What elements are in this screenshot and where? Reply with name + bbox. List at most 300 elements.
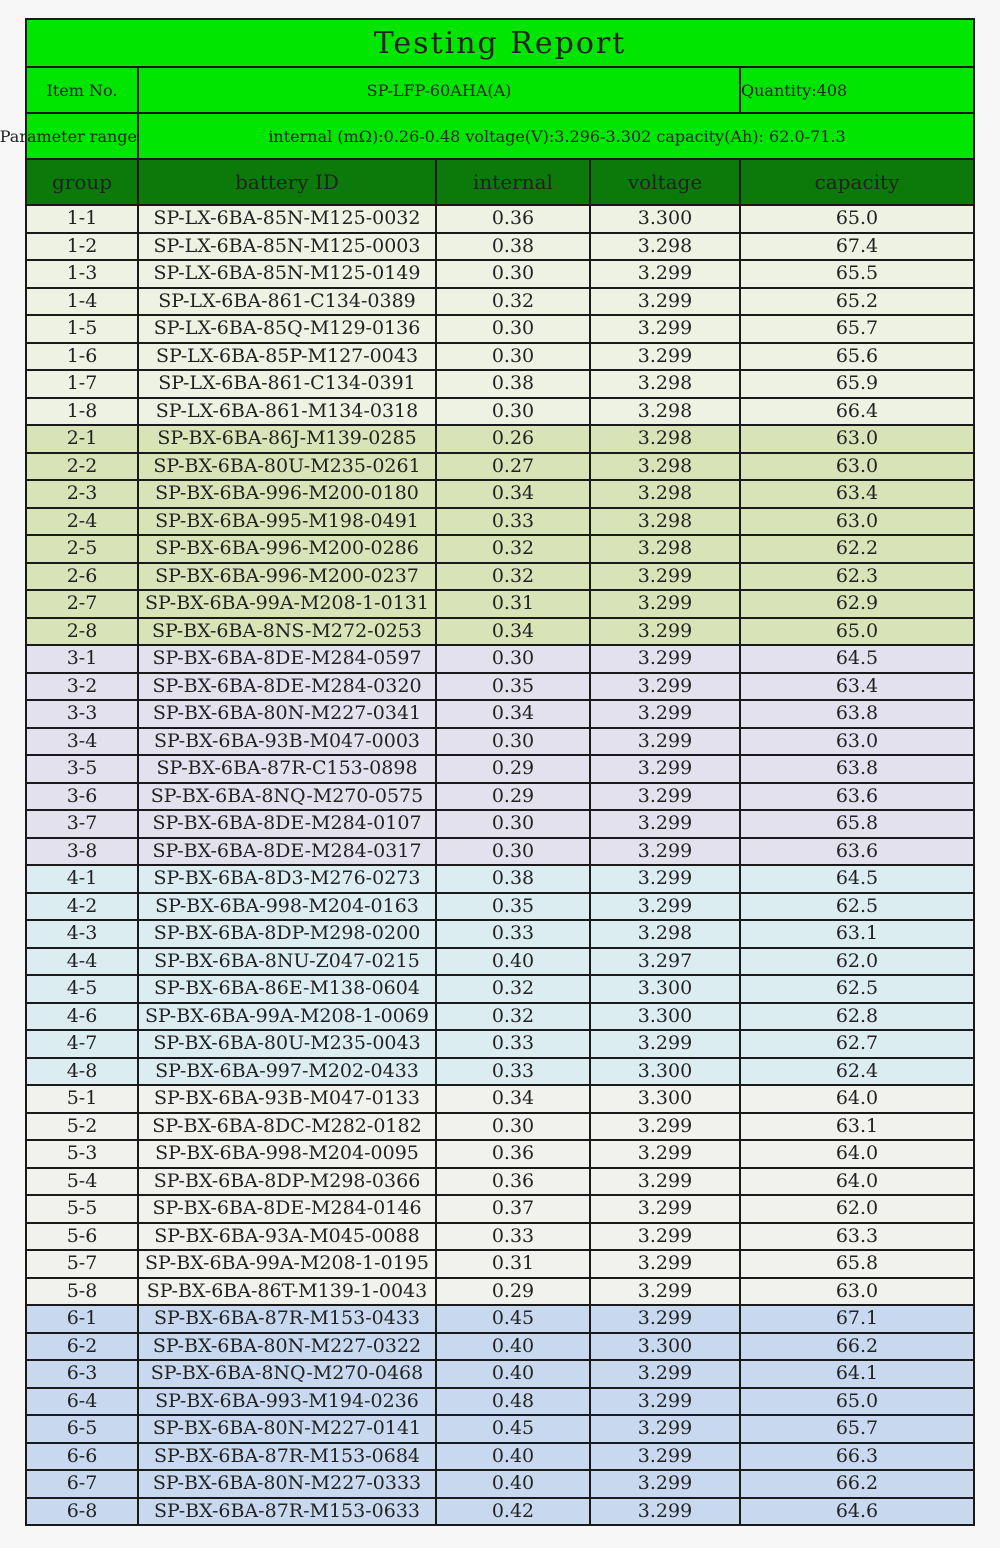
internal-cell: 0.42 bbox=[436, 1498, 590, 1526]
battery-id-cell: SP-BX-6BA-8D3-M276-0273 bbox=[138, 865, 436, 893]
internal-cell: 0.31 bbox=[436, 590, 590, 618]
group-cell: 4-6 bbox=[26, 1003, 138, 1031]
table-row bbox=[26, 315, 974, 343]
group-cell: 5-2 bbox=[26, 1113, 138, 1141]
voltage-cell: 3.299 bbox=[590, 755, 740, 783]
internal-cell: 0.36 bbox=[436, 1168, 590, 1196]
internal-cell: 0.33 bbox=[436, 1030, 590, 1058]
battery-id-cell: SP-LX-6BA-861-M134-0318 bbox=[138, 398, 436, 426]
battery-id-cell: SP-LX-6BA-861-C134-0391 bbox=[138, 370, 436, 398]
table-row bbox=[26, 783, 974, 811]
battery-id-cell: SP-LX-6BA-85N-M125-0149 bbox=[138, 260, 436, 288]
group-cell: 3-1 bbox=[26, 645, 138, 673]
capacity-cell: 62.2 bbox=[740, 535, 974, 563]
capacity-cell: 62.4 bbox=[740, 1058, 974, 1086]
group-cell: 6-2 bbox=[26, 1333, 138, 1361]
capacity-cell: 63.4 bbox=[740, 480, 974, 508]
group-cell: 4-3 bbox=[26, 920, 138, 948]
battery-id-cell: SP-BX-6BA-87R-M153-0633 bbox=[138, 1498, 436, 1526]
internal-cell: 0.40 bbox=[436, 1470, 590, 1498]
capacity-cell: 63.6 bbox=[740, 838, 974, 866]
internal-cell: 0.32 bbox=[436, 1003, 590, 1031]
group-cell: 1-6 bbox=[26, 343, 138, 371]
group-cell: 6-3 bbox=[26, 1360, 138, 1388]
table-row bbox=[26, 370, 974, 398]
voltage-cell: 3.299 bbox=[590, 1250, 740, 1278]
internal-cell: 0.33 bbox=[436, 1058, 590, 1086]
voltage-cell: 3.298 bbox=[590, 453, 740, 481]
battery-id-cell: SP-BX-6BA-99A-M208-1-0131 bbox=[138, 590, 436, 618]
battery-id-cell: SP-BX-6BA-8NU-Z047-0215 bbox=[138, 948, 436, 976]
table-row bbox=[26, 563, 974, 591]
voltage-cell: 3.300 bbox=[590, 1003, 740, 1031]
group-cell: 6-4 bbox=[26, 1388, 138, 1416]
internal-cell: 0.45 bbox=[436, 1415, 590, 1443]
table-row bbox=[26, 673, 974, 701]
group-cell: 5-4 bbox=[26, 1168, 138, 1196]
voltage-cell: 3.298 bbox=[590, 480, 740, 508]
battery-id-cell: SP-BX-6BA-8DE-M284-0597 bbox=[138, 645, 436, 673]
table-row bbox=[26, 425, 974, 453]
battery-id-cell: SP-LX-6BA-861-C134-0389 bbox=[138, 288, 436, 316]
group-cell: 2-7 bbox=[26, 590, 138, 618]
group-cell: 6-8 bbox=[26, 1498, 138, 1526]
internal-cell: 0.33 bbox=[436, 508, 590, 536]
capacity-cell: 65.8 bbox=[740, 1250, 974, 1278]
capacity-cell: 64.6 bbox=[740, 1498, 974, 1526]
internal-cell: 0.30 bbox=[436, 810, 590, 838]
battery-id-cell: SP-BX-6BA-996-M200-0180 bbox=[138, 480, 436, 508]
report-title: Testing Report bbox=[26, 19, 974, 67]
internal-cell: 0.32 bbox=[436, 563, 590, 591]
internal-cell: 0.30 bbox=[436, 728, 590, 756]
capacity-cell: 62.5 bbox=[740, 893, 974, 921]
voltage-cell: 3.299 bbox=[590, 563, 740, 591]
group-cell: 4-1 bbox=[26, 865, 138, 893]
group-cell: 6-6 bbox=[26, 1443, 138, 1471]
battery-id-cell: SP-LX-6BA-85N-M125-0003 bbox=[138, 233, 436, 261]
battery-id-cell: SP-BX-6BA-80N-M227-0341 bbox=[138, 700, 436, 728]
capacity-cell: 63.0 bbox=[740, 453, 974, 481]
header-capacity: capacity bbox=[740, 159, 974, 205]
table-row bbox=[26, 233, 974, 261]
group-cell: 2-6 bbox=[26, 563, 138, 591]
voltage-cell: 3.299 bbox=[590, 260, 740, 288]
voltage-cell: 3.299 bbox=[590, 1305, 740, 1333]
table-row bbox=[26, 645, 974, 673]
capacity-cell: 62.7 bbox=[740, 1030, 974, 1058]
parameter-value: internal (mΩ):0.26-0.48 voltage(V):3.296-3.302 capacity(Ah): 62.0-71.3 bbox=[138, 113, 974, 159]
group-cell: 3-6 bbox=[26, 783, 138, 811]
battery-id-cell: SP-BX-6BA-86T-M139-1-0043 bbox=[138, 1278, 436, 1306]
table-row bbox=[26, 453, 974, 481]
table-row bbox=[26, 1250, 974, 1278]
battery-id-cell: SP-BX-6BA-80N-M227-0322 bbox=[138, 1333, 436, 1361]
internal-cell: 0.36 bbox=[436, 1140, 590, 1168]
battery-id-cell: SP-LX-6BA-85Q-M129-0136 bbox=[138, 315, 436, 343]
table-row bbox=[26, 343, 974, 371]
voltage-cell: 3.299 bbox=[590, 1223, 740, 1251]
internal-cell: 0.40 bbox=[436, 1360, 590, 1388]
internal-cell: 0.40 bbox=[436, 948, 590, 976]
capacity-cell: 63.3 bbox=[740, 1223, 974, 1251]
voltage-cell: 3.299 bbox=[590, 590, 740, 618]
voltage-cell: 3.299 bbox=[590, 1388, 740, 1416]
voltage-cell: 3.299 bbox=[590, 1443, 740, 1471]
battery-id-cell: SP-BX-6BA-8DE-M284-0107 bbox=[138, 810, 436, 838]
table-row bbox=[26, 810, 974, 838]
voltage-cell: 3.300 bbox=[590, 975, 740, 1003]
battery-id-cell: SP-BX-6BA-86E-M138-0604 bbox=[138, 975, 436, 1003]
internal-cell: 0.34 bbox=[436, 480, 590, 508]
table-row bbox=[26, 618, 974, 646]
battery-id-cell: SP-BX-6BA-8DE-M284-0146 bbox=[138, 1195, 436, 1223]
battery-id-cell: SP-BX-6BA-8NQ-M270-0575 bbox=[138, 783, 436, 811]
battery-id-cell: SP-BX-6BA-87R-M153-0684 bbox=[138, 1443, 436, 1471]
group-cell: 4-5 bbox=[26, 975, 138, 1003]
voltage-cell: 3.298 bbox=[590, 508, 740, 536]
header-group: group bbox=[26, 159, 138, 205]
voltage-cell: 3.300 bbox=[590, 205, 740, 233]
internal-cell: 0.32 bbox=[436, 288, 590, 316]
voltage-cell: 3.298 bbox=[590, 920, 740, 948]
capacity-cell: 63.1 bbox=[740, 920, 974, 948]
group-cell: 4-2 bbox=[26, 893, 138, 921]
battery-id-cell: SP-LX-6BA-85N-M125-0032 bbox=[138, 205, 436, 233]
internal-cell: 0.34 bbox=[436, 618, 590, 646]
voltage-cell: 3.299 bbox=[590, 1360, 740, 1388]
group-cell: 3-3 bbox=[26, 700, 138, 728]
voltage-cell: 3.299 bbox=[590, 315, 740, 343]
capacity-cell: 63.8 bbox=[740, 755, 974, 783]
table-row bbox=[26, 398, 974, 426]
internal-cell: 0.30 bbox=[436, 315, 590, 343]
internal-cell: 0.36 bbox=[436, 205, 590, 233]
internal-cell: 0.37 bbox=[436, 1195, 590, 1223]
battery-id-cell: SP-BX-6BA-8DE-M284-0317 bbox=[138, 838, 436, 866]
group-cell: 2-2 bbox=[26, 453, 138, 481]
table-row bbox=[26, 288, 974, 316]
group-cell: 2-1 bbox=[26, 425, 138, 453]
table-row bbox=[26, 920, 974, 948]
internal-cell: 0.38 bbox=[436, 370, 590, 398]
table-row bbox=[26, 1085, 974, 1113]
group-cell: 5-7 bbox=[26, 1250, 138, 1278]
group-cell: 1-1 bbox=[26, 205, 138, 233]
capacity-cell: 62.0 bbox=[740, 1195, 974, 1223]
capacity-cell: 62.8 bbox=[740, 1003, 974, 1031]
capacity-cell: 64.5 bbox=[740, 645, 974, 673]
table-row bbox=[26, 755, 974, 783]
capacity-cell: 62.0 bbox=[740, 948, 974, 976]
table-row bbox=[26, 975, 974, 1003]
voltage-cell: 3.299 bbox=[590, 810, 740, 838]
voltage-cell: 3.298 bbox=[590, 535, 740, 563]
capacity-cell: 63.0 bbox=[740, 508, 974, 536]
header-voltage: voltage bbox=[590, 159, 740, 205]
voltage-cell: 3.299 bbox=[590, 1470, 740, 1498]
item-info-row bbox=[26, 67, 974, 113]
battery-id-cell: SP-BX-6BA-80N-M227-0333 bbox=[138, 1470, 436, 1498]
voltage-cell: 3.299 bbox=[590, 673, 740, 701]
table-row bbox=[26, 260, 974, 288]
voltage-cell: 3.300 bbox=[590, 1333, 740, 1361]
internal-cell: 0.30 bbox=[436, 838, 590, 866]
table-row bbox=[26, 1003, 974, 1031]
group-cell: 1-2 bbox=[26, 233, 138, 261]
table-row bbox=[26, 1333, 974, 1361]
battery-id-cell: SP-BX-6BA-8NQ-M270-0468 bbox=[138, 1360, 436, 1388]
battery-id-cell: SP-BX-6BA-8DC-M282-0182 bbox=[138, 1113, 436, 1141]
table-row bbox=[26, 1498, 974, 1526]
quantity: Quantity:408 bbox=[740, 67, 974, 113]
capacity-cell: 63.0 bbox=[740, 425, 974, 453]
capacity-cell: 63.4 bbox=[740, 673, 974, 701]
battery-id-cell: SP-BX-6BA-8DP-M298-0366 bbox=[138, 1168, 436, 1196]
battery-id-cell: SP-BX-6BA-99A-M208-1-0069 bbox=[138, 1003, 436, 1031]
internal-cell: 0.30 bbox=[436, 260, 590, 288]
capacity-cell: 65.0 bbox=[740, 205, 974, 233]
voltage-cell: 3.299 bbox=[590, 1113, 740, 1141]
capacity-cell: 64.0 bbox=[740, 1140, 974, 1168]
battery-id-cell: SP-BX-6BA-996-M200-0286 bbox=[138, 535, 436, 563]
battery-id-cell: SP-BX-6BA-99A-M208-1-0195 bbox=[138, 1250, 436, 1278]
column-header-row bbox=[26, 159, 974, 205]
voltage-cell: 3.299 bbox=[590, 1168, 740, 1196]
capacity-cell: 65.6 bbox=[740, 343, 974, 371]
capacity-cell: 65.7 bbox=[740, 315, 974, 343]
table-row bbox=[26, 480, 974, 508]
internal-cell: 0.38 bbox=[436, 233, 590, 261]
capacity-cell: 63.8 bbox=[740, 700, 974, 728]
battery-id-cell: SP-BX-6BA-87R-M153-0433 bbox=[138, 1305, 436, 1333]
internal-cell: 0.26 bbox=[436, 425, 590, 453]
table-row bbox=[26, 700, 974, 728]
capacity-cell: 63.0 bbox=[740, 1278, 974, 1306]
group-cell: 6-7 bbox=[26, 1470, 138, 1498]
capacity-cell: 66.2 bbox=[740, 1470, 974, 1498]
parameter-row bbox=[26, 113, 974, 159]
voltage-cell: 3.299 bbox=[590, 618, 740, 646]
voltage-cell: 3.299 bbox=[590, 1415, 740, 1443]
table-row bbox=[26, 838, 974, 866]
voltage-cell: 3.298 bbox=[590, 233, 740, 261]
battery-id-cell: SP-LX-6BA-85P-M127-0043 bbox=[138, 343, 436, 371]
capacity-cell: 62.3 bbox=[740, 563, 974, 591]
voltage-cell: 3.299 bbox=[590, 288, 740, 316]
voltage-cell: 3.298 bbox=[590, 398, 740, 426]
battery-id-cell: SP-BX-6BA-8DE-M284-0320 bbox=[138, 673, 436, 701]
group-cell: 2-3 bbox=[26, 480, 138, 508]
table-row bbox=[26, 535, 974, 563]
capacity-cell: 67.4 bbox=[740, 233, 974, 261]
capacity-cell: 62.9 bbox=[740, 590, 974, 618]
group-cell: 2-5 bbox=[26, 535, 138, 563]
group-cell: 3-4 bbox=[26, 728, 138, 756]
capacity-cell: 65.9 bbox=[740, 370, 974, 398]
table-row bbox=[26, 1195, 974, 1223]
group-cell: 5-3 bbox=[26, 1140, 138, 1168]
capacity-cell: 64.1 bbox=[740, 1360, 974, 1388]
table-row bbox=[26, 1360, 974, 1388]
voltage-cell: 3.299 bbox=[590, 700, 740, 728]
voltage-cell: 3.299 bbox=[590, 728, 740, 756]
internal-cell: 0.33 bbox=[436, 1223, 590, 1251]
group-cell: 2-4 bbox=[26, 508, 138, 536]
voltage-cell: 3.299 bbox=[590, 645, 740, 673]
table-row bbox=[26, 590, 974, 618]
capacity-cell: 62.5 bbox=[740, 975, 974, 1003]
capacity-cell: 65.0 bbox=[740, 618, 974, 646]
internal-cell: 0.38 bbox=[436, 865, 590, 893]
table-row bbox=[26, 948, 974, 976]
group-cell: 1-8 bbox=[26, 398, 138, 426]
internal-cell: 0.29 bbox=[436, 1278, 590, 1306]
table-row bbox=[26, 508, 974, 536]
table-row bbox=[26, 1443, 974, 1471]
voltage-cell: 3.298 bbox=[590, 370, 740, 398]
capacity-cell: 64.5 bbox=[740, 865, 974, 893]
internal-cell: 0.48 bbox=[436, 1388, 590, 1416]
battery-id-cell: SP-BX-6BA-80U-M235-0261 bbox=[138, 453, 436, 481]
internal-cell: 0.29 bbox=[436, 755, 590, 783]
table-row bbox=[26, 1388, 974, 1416]
table-row bbox=[26, 1278, 974, 1306]
table-row bbox=[26, 1168, 974, 1196]
internal-cell: 0.40 bbox=[436, 1333, 590, 1361]
group-cell: 3-5 bbox=[26, 755, 138, 783]
voltage-cell: 3.299 bbox=[590, 838, 740, 866]
voltage-cell: 3.299 bbox=[590, 1278, 740, 1306]
voltage-cell: 3.300 bbox=[590, 1085, 740, 1113]
voltage-cell: 3.299 bbox=[590, 343, 740, 371]
voltage-cell: 3.299 bbox=[590, 1195, 740, 1223]
internal-cell: 0.32 bbox=[436, 535, 590, 563]
internal-cell: 0.32 bbox=[436, 975, 590, 1003]
capacity-cell: 64.0 bbox=[740, 1168, 974, 1196]
table-row bbox=[26, 893, 974, 921]
voltage-cell: 3.299 bbox=[590, 1140, 740, 1168]
title-row bbox=[26, 19, 974, 67]
battery-id-cell: SP-BX-6BA-87R-C153-0898 bbox=[138, 755, 436, 783]
table-row bbox=[26, 1305, 974, 1333]
capacity-cell: 66.3 bbox=[740, 1443, 974, 1471]
capacity-cell: 65.2 bbox=[740, 288, 974, 316]
group-cell: 5-6 bbox=[26, 1223, 138, 1251]
internal-cell: 0.45 bbox=[436, 1305, 590, 1333]
voltage-cell: 3.300 bbox=[590, 1058, 740, 1086]
battery-id-cell: SP-BX-6BA-93B-M047-0003 bbox=[138, 728, 436, 756]
battery-id-cell: SP-BX-6BA-8DP-M298-0200 bbox=[138, 920, 436, 948]
capacity-cell: 63.0 bbox=[740, 728, 974, 756]
battery-id-cell: SP-BX-6BA-80N-M227-0141 bbox=[138, 1415, 436, 1443]
internal-cell: 0.40 bbox=[436, 1443, 590, 1471]
table-row bbox=[26, 1140, 974, 1168]
table-row bbox=[26, 1030, 974, 1058]
internal-cell: 0.30 bbox=[436, 398, 590, 426]
group-cell: 5-8 bbox=[26, 1278, 138, 1306]
internal-cell: 0.30 bbox=[436, 343, 590, 371]
battery-id-cell: SP-BX-6BA-993-M194-0236 bbox=[138, 1388, 436, 1416]
voltage-cell: 3.299 bbox=[590, 893, 740, 921]
group-cell: 3-8 bbox=[26, 838, 138, 866]
battery-id-cell: SP-BX-6BA-80U-M235-0043 bbox=[138, 1030, 436, 1058]
voltage-cell: 3.299 bbox=[590, 1498, 740, 1526]
battery-id-cell: SP-BX-6BA-995-M198-0491 bbox=[138, 508, 436, 536]
group-cell: 4-7 bbox=[26, 1030, 138, 1058]
group-cell: 6-5 bbox=[26, 1415, 138, 1443]
group-cell: 5-5 bbox=[26, 1195, 138, 1223]
group-cell: 3-2 bbox=[26, 673, 138, 701]
table-row bbox=[26, 205, 974, 233]
capacity-cell: 65.8 bbox=[740, 810, 974, 838]
testing-report-table bbox=[0, 18, 975, 1526]
internal-cell: 0.35 bbox=[436, 893, 590, 921]
battery-id-cell: SP-BX-6BA-996-M200-0237 bbox=[138, 563, 436, 591]
capacity-cell: 63.1 bbox=[740, 1113, 974, 1141]
battery-id-cell: SP-BX-6BA-86J-M139-0285 bbox=[138, 425, 436, 453]
internal-cell: 0.30 bbox=[436, 1113, 590, 1141]
battery-id-cell: SP-BX-6BA-8NS-M272-0253 bbox=[138, 618, 436, 646]
group-cell: 4-4 bbox=[26, 948, 138, 976]
group-cell: 3-7 bbox=[26, 810, 138, 838]
group-cell: 2-8 bbox=[26, 618, 138, 646]
internal-cell: 0.35 bbox=[436, 673, 590, 701]
table-row bbox=[26, 728, 974, 756]
group-cell: 1-4 bbox=[26, 288, 138, 316]
table-row bbox=[26, 1113, 974, 1141]
capacity-cell: 67.1 bbox=[740, 1305, 974, 1333]
battery-id-cell: SP-BX-6BA-998-M204-0163 bbox=[138, 893, 436, 921]
internal-cell: 0.34 bbox=[436, 700, 590, 728]
group-cell: 1-7 bbox=[26, 370, 138, 398]
group-cell: 6-1 bbox=[26, 1305, 138, 1333]
table-row bbox=[26, 1223, 974, 1251]
group-cell: 4-8 bbox=[26, 1058, 138, 1086]
voltage-cell: 3.299 bbox=[590, 783, 740, 811]
header-battery-id: battery ID bbox=[138, 159, 436, 205]
voltage-cell: 3.298 bbox=[590, 425, 740, 453]
capacity-cell: 65.0 bbox=[740, 1388, 974, 1416]
group-cell: 1-5 bbox=[26, 315, 138, 343]
internal-cell: 0.34 bbox=[436, 1085, 590, 1113]
table-row bbox=[26, 1415, 974, 1443]
capacity-cell: 64.0 bbox=[740, 1085, 974, 1113]
battery-id-cell: SP-BX-6BA-997-M202-0433 bbox=[138, 1058, 436, 1086]
battery-id-cell: SP-BX-6BA-93B-M047-0133 bbox=[138, 1085, 436, 1113]
table-row bbox=[26, 865, 974, 893]
group-cell: 1-3 bbox=[26, 260, 138, 288]
group-cell: 5-1 bbox=[26, 1085, 138, 1113]
item-no-label: Item No. bbox=[26, 67, 138, 113]
internal-cell: 0.31 bbox=[436, 1250, 590, 1278]
battery-id-cell: SP-BX-6BA-93A-M045-0088 bbox=[138, 1223, 436, 1251]
internal-cell: 0.33 bbox=[436, 920, 590, 948]
voltage-cell: 3.299 bbox=[590, 1030, 740, 1058]
voltage-cell: 3.297 bbox=[590, 948, 740, 976]
capacity-cell: 66.4 bbox=[740, 398, 974, 426]
voltage-cell: 3.299 bbox=[590, 865, 740, 893]
item-no-value: SP-LFP-60AHA(A) bbox=[138, 67, 740, 113]
capacity-cell: 65.5 bbox=[740, 260, 974, 288]
battery-id-cell: SP-BX-6BA-998-M204-0095 bbox=[138, 1140, 436, 1168]
parameter-label: Parameter range bbox=[26, 113, 138, 159]
capacity-cell: 66.2 bbox=[740, 1333, 974, 1361]
internal-cell: 0.27 bbox=[436, 453, 590, 481]
table-row bbox=[26, 1058, 974, 1086]
capacity-cell: 63.6 bbox=[740, 783, 974, 811]
table-row bbox=[26, 1470, 974, 1498]
